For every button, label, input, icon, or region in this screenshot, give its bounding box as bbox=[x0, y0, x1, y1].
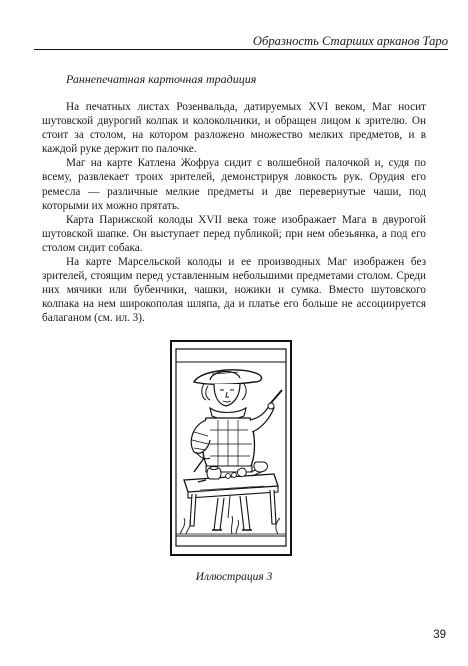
paragraph-1: На печатных листах Розенвальда, датируемых XVI веком, Маг носит шутовской двурогий колпак и колокольчики, и обращен лицом к зрителю. Он стоит за столом, на котором разложено множество мелких предметов, и в каждой руке держит по палочке. bbox=[42, 101, 426, 156]
section-title: Раннепечатная карточная традиция bbox=[66, 72, 257, 86]
figure-illustration bbox=[170, 340, 292, 556]
running-header bbox=[34, 0, 448, 50]
magician-card-image bbox=[170, 340, 292, 556]
running-title: Образность Старших арканов Таро bbox=[252, 34, 448, 48]
figure-caption: Иллюстрация 3 bbox=[195, 571, 273, 583]
paragraph-2: Маг на карте Катлена Жофруа сидит с волшебной палочкой и, судя по всему, развлекает троих зрителей, демонстрируя ловкость рук. Орудия его ремесла — различные мелкие предметы и две перевернутые чаши, под которыми их можно прятать. bbox=[42, 157, 426, 212]
page-number: 39 bbox=[433, 629, 446, 641]
paragraph-3: Карта Парижской колоды XVII века тоже изображает Мага в двурогой шутовской шапке. Он выступает перед публикой; при нем обезьянка, а под его столом сидит собака. bbox=[42, 213, 426, 254]
body-text bbox=[42, 100, 426, 326]
paragraph-4: На карте Марсельской колоды и ее производных Маг изображен без зрителей, стоящим перед уставленным небольшими предметами столом. Среди них мячики или бубенчики, чашки, ножики и сумка. Вместо шутовского колпака на нем широкополая шляпа, да и платье его больше не ассоциируется балаганом (см. ил. 3). bbox=[42, 256, 426, 325]
